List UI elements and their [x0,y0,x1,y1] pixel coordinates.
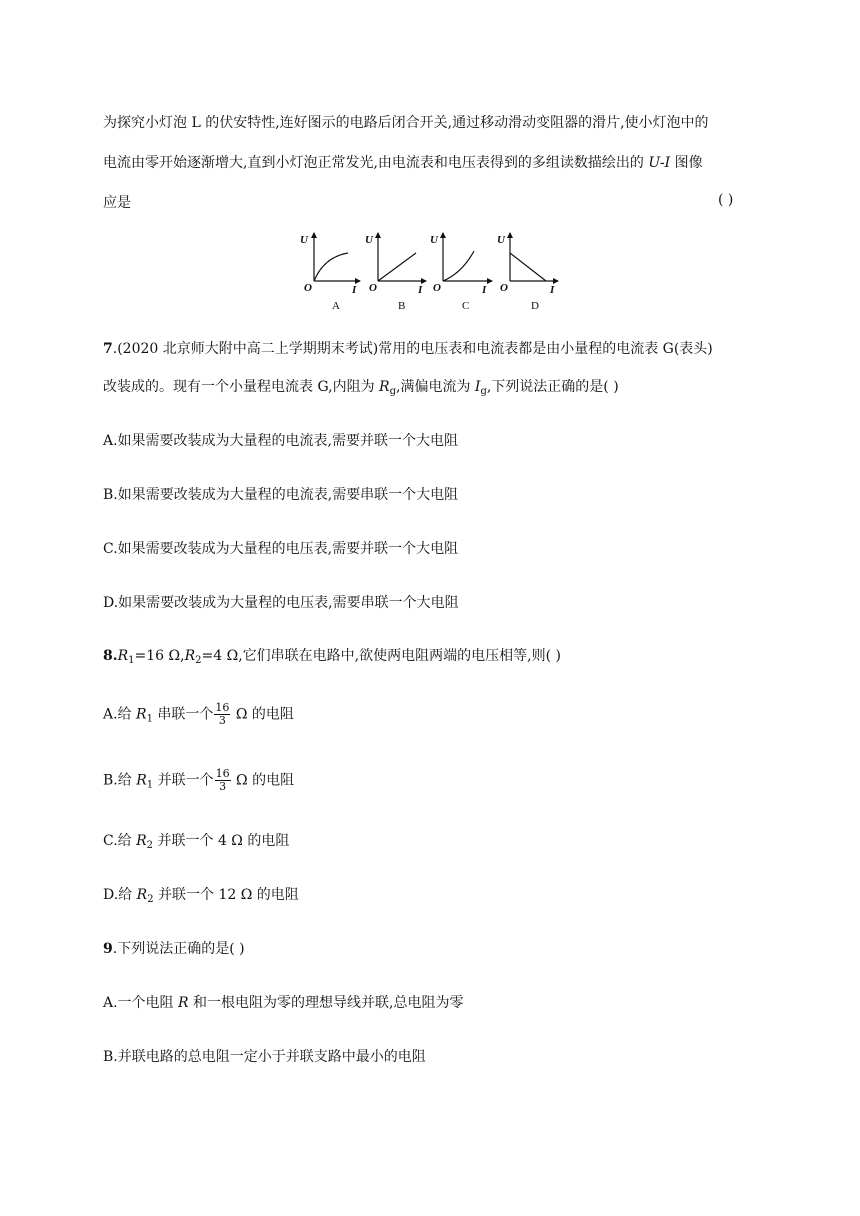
q6-line-3: 应是 [103,195,131,211]
q8-r2-val: =4 Ω,它们串联在电路中,欲使两电阻两端的电压相等,则( ) [201,648,561,664]
graph-b-label: B [398,300,406,312]
q6-ui-var: U-I [648,155,671,171]
q8-r1-val: =16 Ω, [134,648,185,664]
q9-opt-a-r: R [178,995,189,1011]
q9-stem [103,938,245,958]
q8-r1-sub: 1 [128,655,135,666]
q8-opt-b-c: Ω 的电阻 [231,772,295,789]
graph-c-label: C [462,300,470,312]
q7-ig-sub: g [480,386,487,397]
q8-opt-b-frac-num: 16 [215,767,230,780]
q8-r2-sub: 2 [195,655,202,666]
q7-option-a: A.如果需要改装成为大量程的电流表,需要并联一个大电阻 [103,433,459,449]
q8-opt-a-c: Ω 的电阻 [231,706,294,723]
q8-opt-a-r: R [136,706,147,723]
q8-opt-c-sub: 2 [146,840,154,851]
q8-r2: R [184,648,196,664]
q7-option-c: C.如果需要改装成为大量程的电压表,需要并联一个大电阻 [103,541,459,557]
graph-a-u-label: U [300,234,308,246]
graph-d-i-label: I [550,284,555,296]
q8-opt-d-sub: 2 [147,894,154,905]
q8-option-c [103,830,289,850]
graph-c-curve [443,251,474,281]
q6-ui-graphs-figure [296,229,566,315]
q8-opt-d-b: 并联一个 12 Ω 的电阻 [158,887,299,903]
q7-line-2-c: ,下列说法正确的是( ) [486,379,619,395]
q8-number: 8 [103,648,113,664]
q8-option-d [103,884,299,904]
graph-c [430,233,492,312]
graph-d-line [510,253,546,281]
q7-rg-sub: g [389,386,396,397]
q8-r1: R [117,648,129,664]
graph-a-curve [314,253,348,281]
q8-opt-b-b: 并联一个 [157,772,214,789]
q6-line-2-a: 电流由零开始逐渐增大,直到小灯泡正常发光,由电流表和电压表得到的多组读数描绘出的 [103,155,649,171]
q7-line-2-b: ,满偏电流为 [396,379,475,395]
q6-line-2 [103,152,703,172]
q7-option-b: B.如果需要改装成为大量程的电流表,需要串联一个大电阻 [103,487,459,503]
q8-stem: $8.R_1=16$ $\Omega,R_2=4$ Ω,它们串联在电路中,欲使两电阻两端的电压相等,则( ) [103,648,561,666]
graph-a-label: A [332,300,340,312]
graph-a [300,233,360,312]
q7-line-1 [103,338,713,358]
q6-line-1: 为探究小灯泡 L 的伏安特性,连好图示的电路后闭合开关,通过移动滑动变阻器的滑片,使小灯泡中的 [103,115,709,131]
q8-opt-a-frac-num: 16 [215,701,230,714]
graph-d-u-label: U [497,234,505,246]
q9-option-a [103,992,463,1012]
graph-c-u-label: U [430,234,438,246]
q6-answer-blank: ( ) [718,192,734,208]
q7-option-d: D.如果需要改装成为大量程的电压表,需要串联一个大电阻 [103,595,459,611]
q9-stem-text: .下列说法正确的是( ) [112,941,245,957]
q9-opt-a-b: 和一根电阻为零的理想导线并联,总电阻为零 [188,995,464,1011]
q7-line-2-a: 改装成的。现有一个小量程电流表 G,内阻为 [103,379,380,395]
graph-a-i-label: I [352,284,357,296]
graph-b-origin: O [369,282,377,294]
q6-line-2-b: 图像 [670,155,703,171]
q8-option-a [103,702,294,727]
q8-opt-a-a: A.给 [103,706,137,723]
graph-b [365,233,426,312]
q8-opt-a-frac-den: 3 [218,714,226,727]
q8-option-b [103,768,294,793]
q8-opt-b-fraction [215,768,231,793]
q8-opt-c-b: 并联一个 4 Ω 的电阻 [157,833,290,849]
q7-line-1-text: .(2020 北京师大附中高二上学期期末考试)常用的电压表和电流表都是由小量程的电流表 G(表头) [112,341,713,357]
q8-opt-a-fraction [214,702,230,727]
graph-d-origin: O [500,282,508,294]
graph-b-i-label: I [418,284,423,296]
q8-opt-a-b: 串联一个 [157,706,214,723]
q7-line-2 [103,376,619,396]
graph-d-label: D [531,300,539,312]
q8-opt-b-sub: 1 [146,779,154,791]
graph-a-origin: O [304,282,312,294]
q7-ig: I [474,379,481,395]
graph-c-origin: O [433,282,441,294]
q9-number: 9 [103,941,113,957]
graph-d [497,233,558,312]
q8-opt-b-frac-den: 3 [219,780,227,793]
q9-option-b: B.并联电路的总电阻一定小于并联支路中最小的电阻 [103,1049,426,1065]
q9-opt-a-a: A.一个电阻 [103,995,179,1011]
q8-opt-b-a: B.给 [103,772,137,789]
graph-b-u-label: U [365,234,373,246]
q8-opt-b-r: R [136,772,147,789]
graph-b-line [378,253,416,281]
graph-c-i-label: I [482,284,487,296]
q8-opt-c-a: C.给 [103,833,137,849]
q8-opt-d-r: R [136,887,148,903]
q8-opt-d-a: D.给 [103,887,137,903]
q8-opt-a-sub: 1 [146,713,153,725]
q7-rg: R [379,379,390,395]
q7-number: 7 [103,341,113,357]
q8-opt-c-r: R [136,833,147,849]
